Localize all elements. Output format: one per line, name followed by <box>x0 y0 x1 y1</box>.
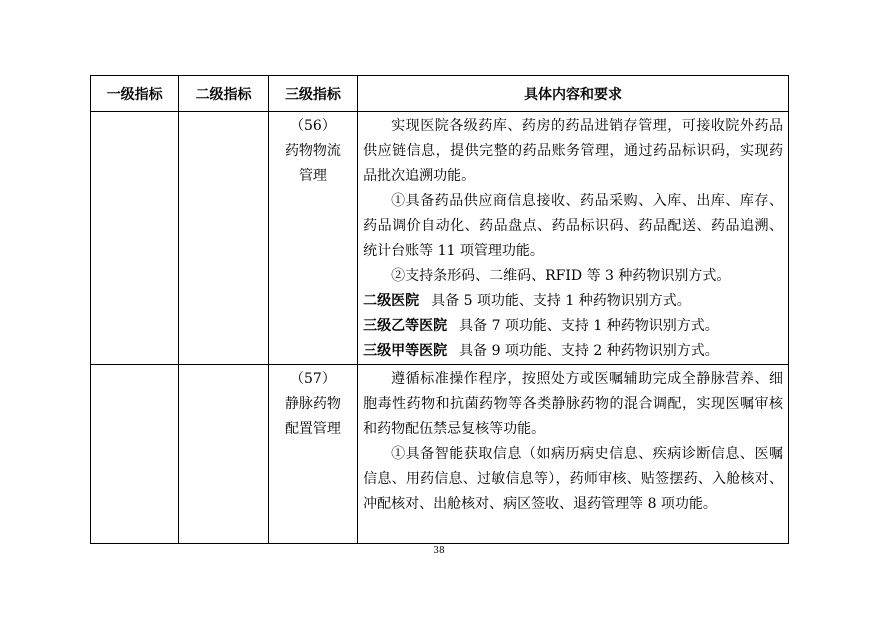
level2-cell <box>179 365 268 544</box>
level3-number: （56） <box>290 118 336 134</box>
header-content: 具体内容和要求 <box>358 76 789 112</box>
content-cell <box>358 112 789 365</box>
hospital-level-text: 具备 5 项功能、支持 1 种药物识别方式。 <box>431 293 691 309</box>
content-paragraph: 遵循标准操作程序，按照处方或医嘱辅助完成全静脉营养、细胞毒性药物和抗菌药物等各类静脉药物的混合调配，实现医嘱审核和药物配伍禁忌复核等功能。 <box>363 371 783 437</box>
table-header-row <box>91 76 789 112</box>
level1-cell <box>91 365 179 544</box>
content-cell <box>358 365 789 544</box>
level2-cell <box>179 112 268 365</box>
indicator-table <box>90 75 789 544</box>
table-row <box>91 365 789 544</box>
header-level3: 三级指标 <box>268 76 357 112</box>
hospital-level-line <box>363 289 783 314</box>
hospital-level-text: 具备 7 项功能、支持 1 种药物识别方式。 <box>459 318 719 334</box>
table-row <box>91 112 789 365</box>
level3-name-line: 静脉药物 <box>284 396 341 412</box>
hospital-level-label: 二级医院 <box>363 293 420 309</box>
header-level1: 一级指标 <box>91 76 179 112</box>
hospital-level-label: 三级甲等医院 <box>363 343 448 359</box>
level1-cell <box>91 112 179 365</box>
level3-name-line: 药物物流 <box>284 143 341 159</box>
hospital-level-line <box>363 339 783 364</box>
hospital-level-line <box>363 314 783 339</box>
level3-name-line: 管理 <box>298 168 327 184</box>
level3-cell <box>268 112 357 365</box>
hospital-level-label: 三级乙等医院 <box>363 318 448 334</box>
hospital-level-text: 具备 9 项功能、支持 2 种药物识别方式。 <box>459 343 719 359</box>
level3-cell <box>268 365 357 544</box>
header-level2: 二级指标 <box>179 76 268 112</box>
content-paragraph: 实现医院各级药库、药房的药品进销存管理，可接收院外药品供应链信息，提供完整的药品账务管理，通过药品标识码，实现药品批次追溯功能。 <box>363 118 783 184</box>
content-paragraph: ①具备药品供应商信息接收、药品采购、入库、出库、库存、药品调价自动化、药品盘点、药品标识码、药品配送、药品追溯、统计台账等 11 项管理功能。 <box>363 193 783 259</box>
content-paragraph: ②支持条形码、二维码、RFID 等 3 种药物识别方式。 <box>391 268 731 284</box>
level3-number: （57） <box>290 371 336 387</box>
level3-name-line: 配置管理 <box>284 421 341 437</box>
page-number: 38 <box>433 546 445 556</box>
content-paragraph: ①具备智能获取信息（如病历病史信息、疾病诊断信息、医嘱信息、用药信息、过敏信息等），药师审核、贴签摆药、入舱核对、冲配核对、出舱核对、病区签收、退药管理等 8 项功能。 <box>363 446 783 512</box>
